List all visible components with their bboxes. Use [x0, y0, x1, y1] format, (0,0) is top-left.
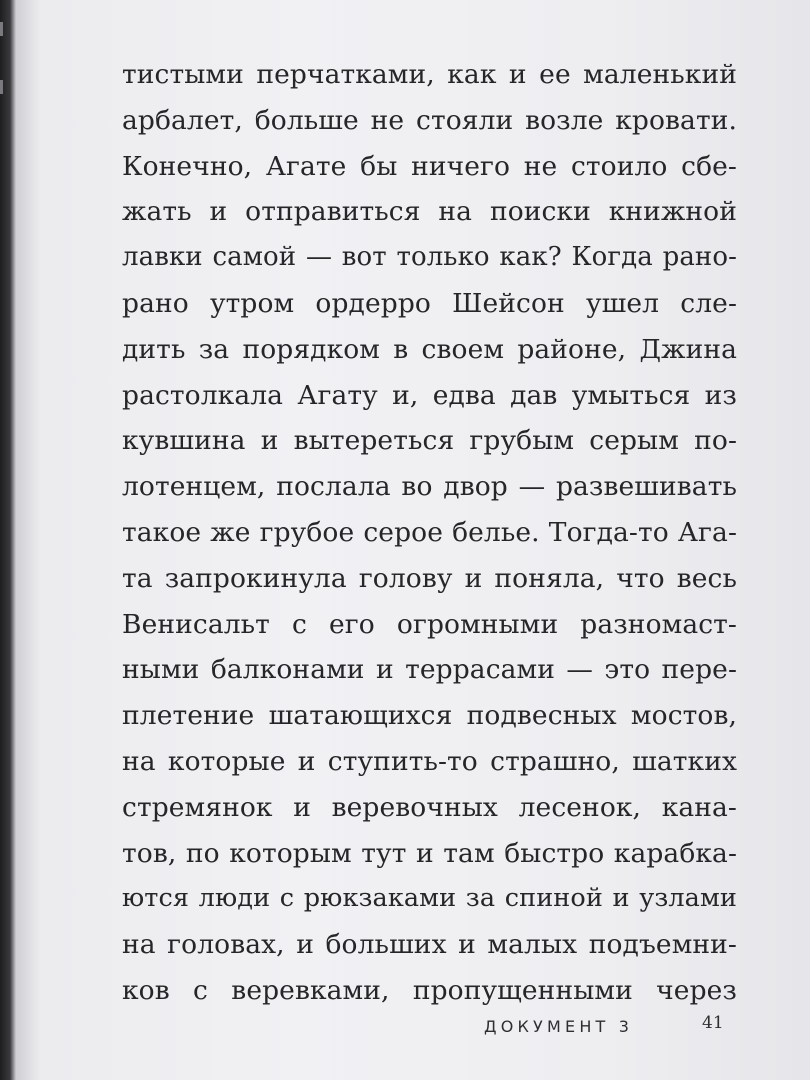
text-line: стремянок и веревочных лесенок, кана-	[122, 791, 737, 823]
text-line: кувшина и вытереться грубым серым по-	[122, 425, 737, 457]
text-line: ков с веревками, пропущенными через	[122, 974, 737, 1006]
body-text	[122, 52, 737, 1014]
text-line: та запрокинула голову и поняла, что весь	[122, 562, 737, 594]
page-edge-mark	[0, 22, 3, 36]
text-line: тистыми перчатками, как и ее маленький	[122, 59, 737, 90]
text-line: жать и отправиться на поиски книжной	[122, 196, 737, 228]
book-page	[22, 0, 810, 1080]
text-line: ются люди с рюкзаками за спиной и узлами	[122, 883, 737, 914]
text-line: растолкала Агату и, едва дав умыться из	[122, 379, 737, 411]
page-number: 41	[702, 1013, 724, 1033]
text-line: Венисальт с его огромными разномаст-	[122, 608, 737, 640]
text-line: лотенцем, послала во двор — развешивать	[122, 471, 737, 503]
text-line: плетение шатающихся подвесных мостов,	[122, 700, 737, 732]
text-line: ными балконами и террасами — это пере-	[122, 654, 737, 686]
running-head: ДОКУМЕНТ 3	[484, 1017, 634, 1036]
page-edge-mark	[0, 80, 3, 94]
text-line: такое же грубое серое белье. Тогда-то Ага-	[122, 516, 737, 548]
text-line: рано утром ордерро Шейсон ушел сле-	[122, 287, 737, 319]
text-line: на которые и ступить-то страшно, шатких	[122, 745, 737, 777]
text-line: лавки самой — вот только как? Когда рано-	[122, 242, 737, 273]
text-line: на головах, и больших и малых подъемни-	[122, 929, 737, 961]
text-line: тов, по которым тут и там быстро карабка-	[122, 837, 737, 869]
text-line: Конечно, Агате бы ничего не стоило сбе-	[122, 150, 737, 182]
text-line: арбалет, больше не стояли возле кровати.	[122, 104, 737, 136]
text-line: дить за порядком в своем районе, Джина	[122, 333, 737, 365]
